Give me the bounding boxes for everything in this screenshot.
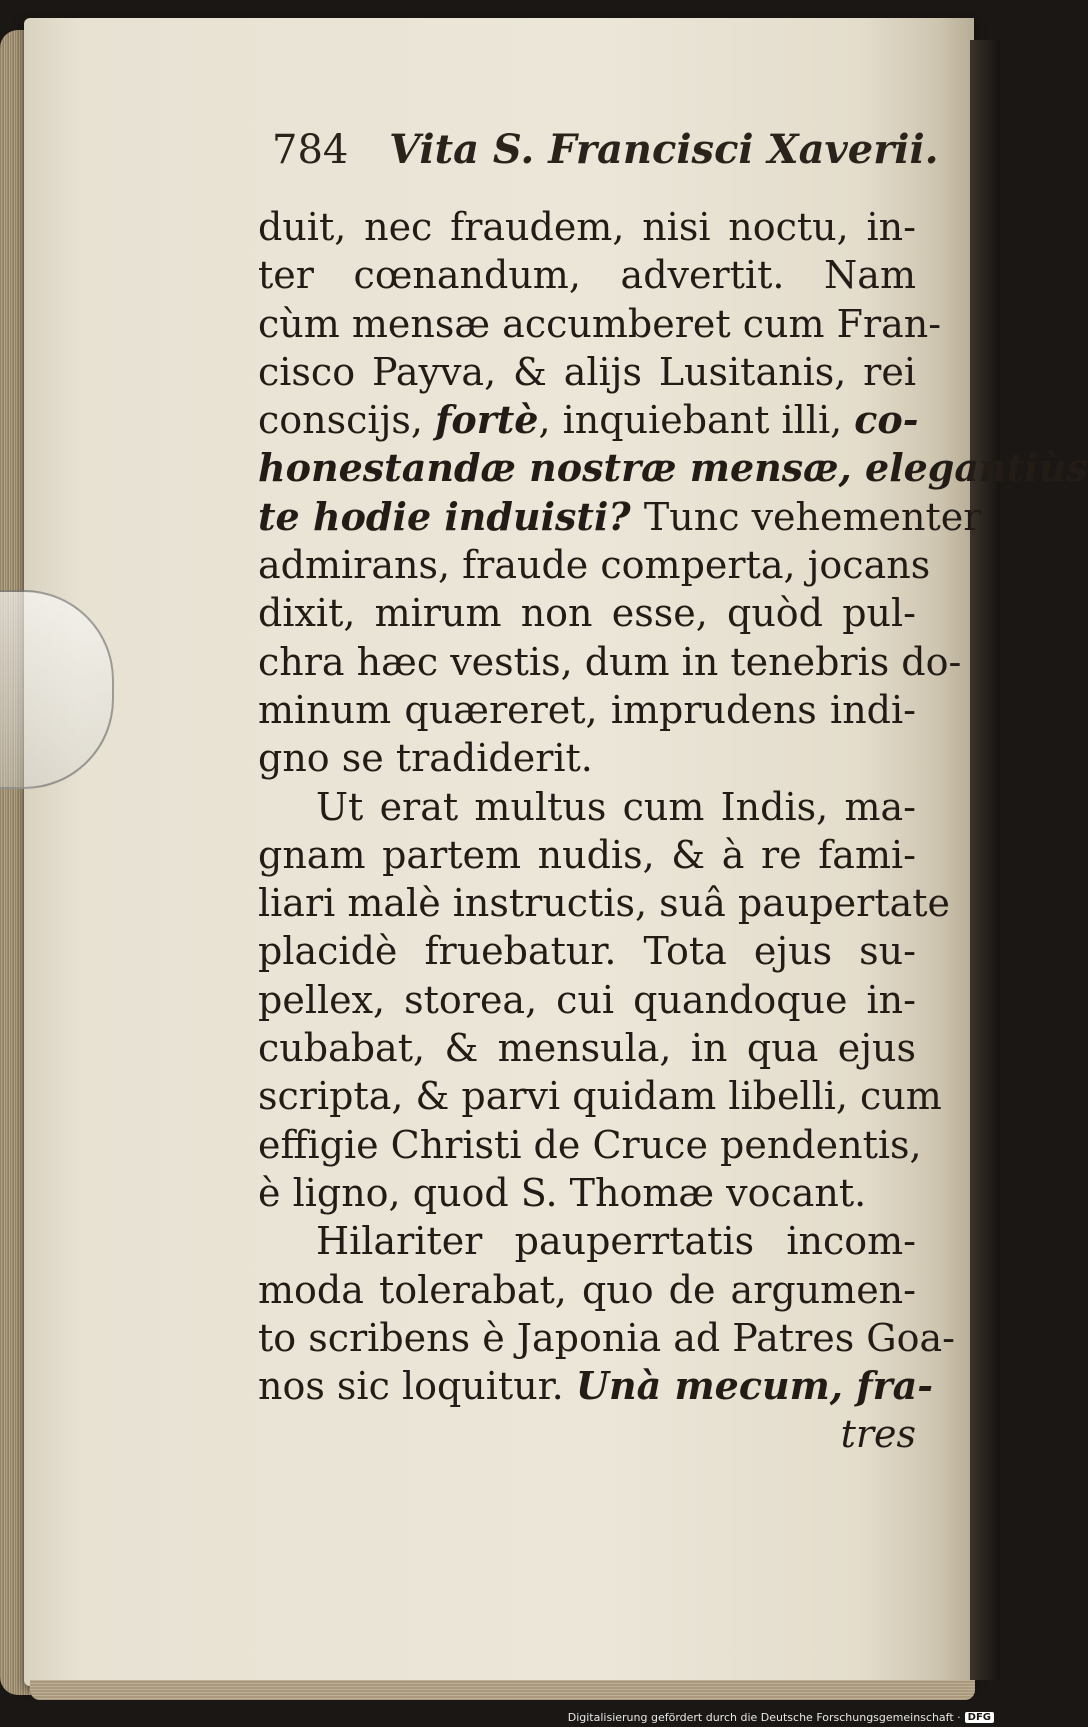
credit-text: Digitalisierung gefördert durch die Deutsche Forschungsgemeinschaft · (567, 1710, 961, 1724)
text-run: Hilariter pauperrtatis incom- (316, 1219, 916, 1264)
text-line (258, 1266, 916, 1314)
dfg-logo: DFG (965, 1712, 994, 1723)
text-run: cisco Payva, & alijs Lusitanis, rei (258, 349, 916, 394)
italic-text: Unà mecum, fra- (575, 1363, 934, 1409)
text-run: liari malè instructis, suâ paupertate (258, 881, 950, 926)
text-line (258, 1072, 942, 1120)
text-run: Tunc vehementer (643, 494, 982, 539)
text-line (258, 1169, 916, 1217)
text-run: minum quæreret, imprudens indi- (258, 687, 916, 732)
italic-text: honestandæ nostræ mensæ, elegantiùs (258, 445, 1088, 491)
text-run: placidè fruebatur. Tota ejus su- (258, 929, 916, 974)
text-run: ter cœnandum, advertit. Nam (258, 253, 916, 298)
text-line (258, 203, 916, 251)
italic-text: co- (854, 397, 919, 443)
text-line (258, 638, 962, 686)
text-run: scripta, & parvi quidam libelli, cum (258, 1074, 942, 1119)
text-line (258, 251, 916, 299)
footer-credit (568, 1709, 994, 1725)
text-line (258, 348, 916, 396)
text-line (258, 686, 916, 734)
text-run: conscijs, (258, 398, 436, 443)
text-line (258, 541, 931, 589)
catchword: tres (840, 1412, 916, 1457)
text-line (258, 1362, 934, 1410)
text-line (258, 783, 916, 831)
italic-text: fortè (435, 397, 539, 443)
text-line (258, 396, 919, 444)
text-run: to scribens è Japonia ad Patres Goa- (258, 1315, 956, 1360)
text-line (258, 1024, 916, 1072)
text-run: moda tolerabat, quo de argumen- (258, 1267, 916, 1312)
text-run: dixit, mirum non esse, quòd pul- (258, 591, 916, 636)
right-edge (970, 40, 1000, 1680)
page-number: 784 (272, 127, 349, 173)
text-run: gno se tradiderit. (258, 736, 593, 781)
text-line (258, 493, 982, 541)
text-run: pellex, storea, cui quandoque in- (258, 977, 916, 1022)
text-run: effigie Christi de Cruce pendentis, (258, 1122, 922, 1167)
running-title: Vita S. Francisci Xaverii. (389, 126, 939, 173)
text-run: cùm mensæ accumberet cum Fran- (258, 301, 942, 346)
text-run: , inquiebant illi, (538, 398, 855, 443)
text-run: è ligno, quod S. Thomæ vocant. (258, 1170, 867, 1215)
running-head (272, 126, 939, 174)
text-run: admirans, fraude comperta, jocans (258, 543, 931, 588)
text-line (258, 734, 916, 782)
text-run: cubabat, & mensula, in qua ejus (258, 1026, 916, 1071)
text-line (258, 444, 1088, 492)
text-line (258, 927, 916, 975)
text-line (258, 300, 942, 348)
body-text (258, 203, 1088, 1459)
page-edges-bottom (30, 1680, 975, 1700)
text-run: duit, nec fraudem, nisi noctu, in- (258, 205, 916, 249)
text-line (258, 1121, 922, 1169)
text-run: nos sic loquitur. (258, 1364, 576, 1409)
text-line (258, 589, 916, 637)
italic-text: te hodie induisti? (258, 493, 644, 539)
text-line (258, 831, 916, 879)
text-line (258, 879, 950, 927)
text-line (258, 976, 916, 1024)
text-line (258, 1217, 916, 1265)
text-line (258, 1314, 956, 1362)
text-run: chra hæc vestis, dum in tenebris do- (258, 639, 962, 684)
text-run: Ut erat multus cum Indis, ma- (316, 784, 916, 829)
text-run: gnam partem nudis, & à re fami- (258, 832, 916, 877)
